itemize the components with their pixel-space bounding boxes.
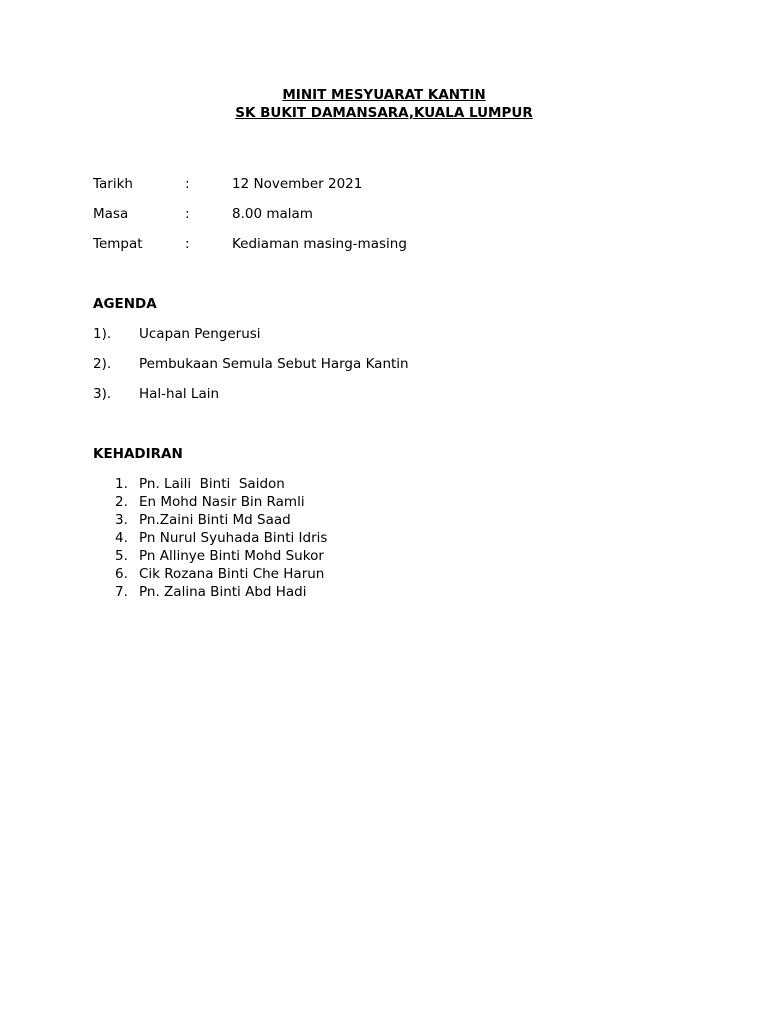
attendance-number: 3. [115, 512, 128, 528]
info-row-place [93, 236, 693, 254]
agenda-item [93, 326, 693, 344]
attendance-name: En Mohd Nasir Bin Ramli [139, 494, 305, 510]
info-colon: : [185, 176, 190, 192]
info-value: Kediaman masing-masing [232, 236, 407, 252]
agenda-item-number: 1). [93, 326, 112, 342]
agenda-item-text: Pembukaan Semula Sebut Harga Kantin [139, 356, 409, 372]
info-label: Tarikh [93, 176, 133, 192]
agenda-item-text: Hal-hal Lain [139, 386, 220, 402]
attendance-name: Pn. Laili Binti Saidon [139, 476, 285, 492]
info-colon: : [185, 236, 190, 252]
info-value: 12 November 2021 [232, 176, 363, 192]
list-item [93, 548, 593, 566]
attendance-number: 7. [115, 584, 128, 600]
attendance-number: 1. [115, 476, 128, 492]
attendance-number: 2. [115, 494, 128, 510]
title-line-1: MINIT MESYUARAT KANTIN [282, 87, 486, 103]
list-item [93, 512, 593, 530]
attendance-number: 4. [115, 530, 128, 546]
agenda-heading: AGENDA [93, 296, 157, 312]
attendance-name: Pn. Zalina Binti Abd Hadi [139, 584, 307, 600]
info-row-date [93, 176, 693, 194]
agenda-item-text: Ucapan Pengerusi [139, 326, 261, 342]
agenda-item-number: 3). [93, 386, 112, 402]
title-line-2: SK BUKIT DAMANSARA,KUALA LUMPUR [235, 105, 533, 121]
attendance-name: Cik Rozana Binti Che Harun [139, 566, 325, 582]
attendance-number: 6. [115, 566, 128, 582]
attendance-name: Pn.Zaini Binti Md Saad [139, 512, 291, 528]
list-item [93, 566, 593, 584]
info-value: 8.00 malam [232, 206, 313, 222]
info-label: Tempat [93, 236, 143, 252]
list-item [93, 530, 593, 548]
attendance-list [93, 476, 593, 602]
list-item [93, 494, 593, 512]
agenda-item [93, 386, 693, 404]
document-title [0, 87, 768, 123]
list-item [93, 584, 593, 602]
agenda-item-number: 2). [93, 356, 112, 372]
attendance-heading: KEHADIRAN [93, 446, 183, 462]
info-label: Masa [93, 206, 129, 222]
info-row-time [93, 206, 693, 224]
attendance-name: Pn Nurul Syuhada Binti Idris [139, 530, 328, 546]
list-item [93, 476, 593, 494]
attendance-name: Pn Allinye Binti Mohd Sukor [139, 548, 324, 564]
attendance-number: 5. [115, 548, 128, 564]
info-colon: : [185, 206, 190, 222]
agenda-item [93, 356, 693, 374]
